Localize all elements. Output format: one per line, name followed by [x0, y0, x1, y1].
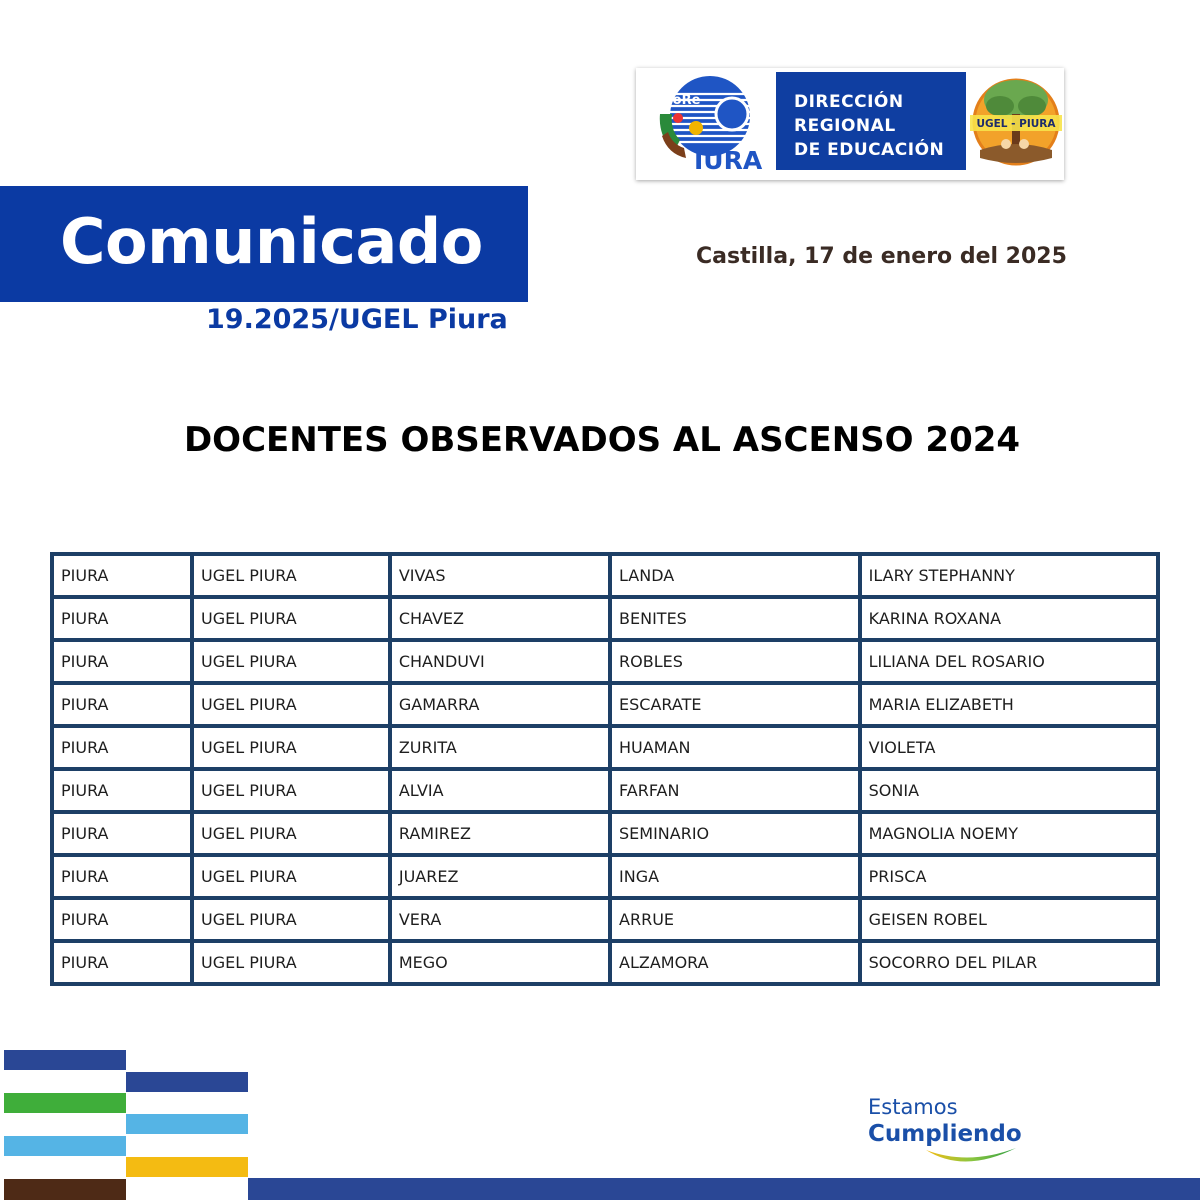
slogan-swoosh-icon [924, 1144, 1018, 1170]
table-cell: ILARY STEPHANNY [862, 556, 1156, 595]
banner-title: Comunicado [60, 205, 483, 278]
table-cell: UGEL PIURA [194, 771, 388, 810]
table-cell: CHAVEZ [392, 599, 608, 638]
footer-bar [248, 1178, 1200, 1200]
footer-stripe [4, 1179, 126, 1200]
table-cell: UGEL PIURA [194, 599, 388, 638]
table-cell: ESCARATE [612, 685, 858, 724]
table-cell: PIURA [54, 556, 190, 595]
table-cell: UGEL PIURA [194, 900, 388, 939]
footer-stripe [4, 1050, 126, 1070]
table-row [54, 728, 1156, 767]
table-cell: UGEL PIURA [194, 556, 388, 595]
table-cell: PIURA [54, 642, 190, 681]
table-row [54, 642, 1156, 681]
table-cell: JUAREZ [392, 857, 608, 896]
direccion-regional-label [776, 72, 966, 170]
document-title: DOCENTES OBSERVADOS AL ASCENSO 2024 [183, 420, 1021, 460]
table-cell: UGEL PIURA [194, 857, 388, 896]
table-row [54, 857, 1156, 896]
table-row [54, 599, 1156, 638]
gore-logo-word: IURA [694, 146, 763, 174]
table-cell: SEMINARIO [612, 814, 858, 853]
footer-stripe [126, 1157, 248, 1177]
dre-line-3: DE EDUCACIÓN [794, 140, 945, 160]
slogan-bottom: Cumpliendo [868, 1121, 1022, 1147]
dre-line-2: REGIONAL [794, 116, 896, 136]
table-cell: PIURA [54, 857, 190, 896]
comunicado-banner [0, 186, 528, 302]
table-cell: HUAMAN [612, 728, 858, 767]
ugel-logo-text: UGEL - PIURA [976, 118, 1056, 130]
table-cell: INGA [612, 857, 858, 896]
table-cell: SOCORRO DEL PILAR [862, 943, 1156, 982]
gore-logo-text: GoRe [662, 93, 701, 108]
table-row [54, 943, 1156, 982]
table-cell: ROBLES [612, 642, 858, 681]
table-cell: UGEL PIURA [194, 943, 388, 982]
table-cell: UGEL PIURA [194, 814, 388, 853]
gore-piura-logo [646, 74, 774, 174]
slogan-top: Estamos [868, 1095, 958, 1119]
table-cell: PIURA [54, 685, 190, 724]
table-cell: MARIA ELIZABETH [862, 685, 1156, 724]
table-cell: VERA [392, 900, 608, 939]
table-cell: FARFAN [612, 771, 858, 810]
table-cell: PIURA [54, 900, 190, 939]
slogan [868, 1094, 1022, 1148]
table-cell: UGEL PIURA [194, 642, 388, 681]
table-cell: PIURA [54, 599, 190, 638]
footer-stripe [126, 1114, 248, 1134]
table-cell: MEGO [392, 943, 608, 982]
table-row [54, 556, 1156, 595]
footer-stripe [4, 1136, 126, 1156]
table-cell: PIURA [54, 771, 190, 810]
table-cell: CHANDUVI [392, 642, 608, 681]
table-cell: KARINA ROXANA [862, 599, 1156, 638]
table-cell: VIVAS [392, 556, 608, 595]
table-row [54, 771, 1156, 810]
table-cell: LANDA [612, 556, 858, 595]
footer-stripe [126, 1072, 248, 1092]
ugel-piura-logo [970, 72, 1062, 172]
table-row [54, 685, 1156, 724]
table-cell: MAGNOLIA NOEMY [862, 814, 1156, 853]
table-cell: ARRUE [612, 900, 858, 939]
table-cell: GAMARRA [392, 685, 608, 724]
footer-stripe [4, 1093, 126, 1113]
table-cell: GEISEN ROBEL [862, 900, 1156, 939]
table-row [54, 900, 1156, 939]
teachers-table [50, 552, 1160, 986]
table-cell: PRISCA [862, 857, 1156, 896]
table-cell: ALZAMORA [612, 943, 858, 982]
table-cell: UGEL PIURA [194, 728, 388, 767]
communique-code: 19.2025/UGEL Piura [206, 304, 508, 335]
table-cell: SONIA [862, 771, 1156, 810]
table-cell: UGEL PIURA [194, 685, 388, 724]
table-cell: PIURA [54, 943, 190, 982]
table-cell: LILIANA DEL ROSARIO [862, 642, 1156, 681]
table-cell: PIURA [54, 814, 190, 853]
document-date: Castilla, 17 de enero del 2025 [696, 244, 1067, 269]
table-cell: PIURA [54, 728, 190, 767]
table-cell: ZURITA [392, 728, 608, 767]
table-cell: VIOLETA [862, 728, 1156, 767]
dre-line-1: DIRECCIÓN [794, 92, 904, 112]
table-cell: ALVIA [392, 771, 608, 810]
table-cell: RAMIREZ [392, 814, 608, 853]
table-cell: BENITES [612, 599, 858, 638]
table-row [54, 814, 1156, 853]
institution-logo-card [636, 68, 1064, 180]
